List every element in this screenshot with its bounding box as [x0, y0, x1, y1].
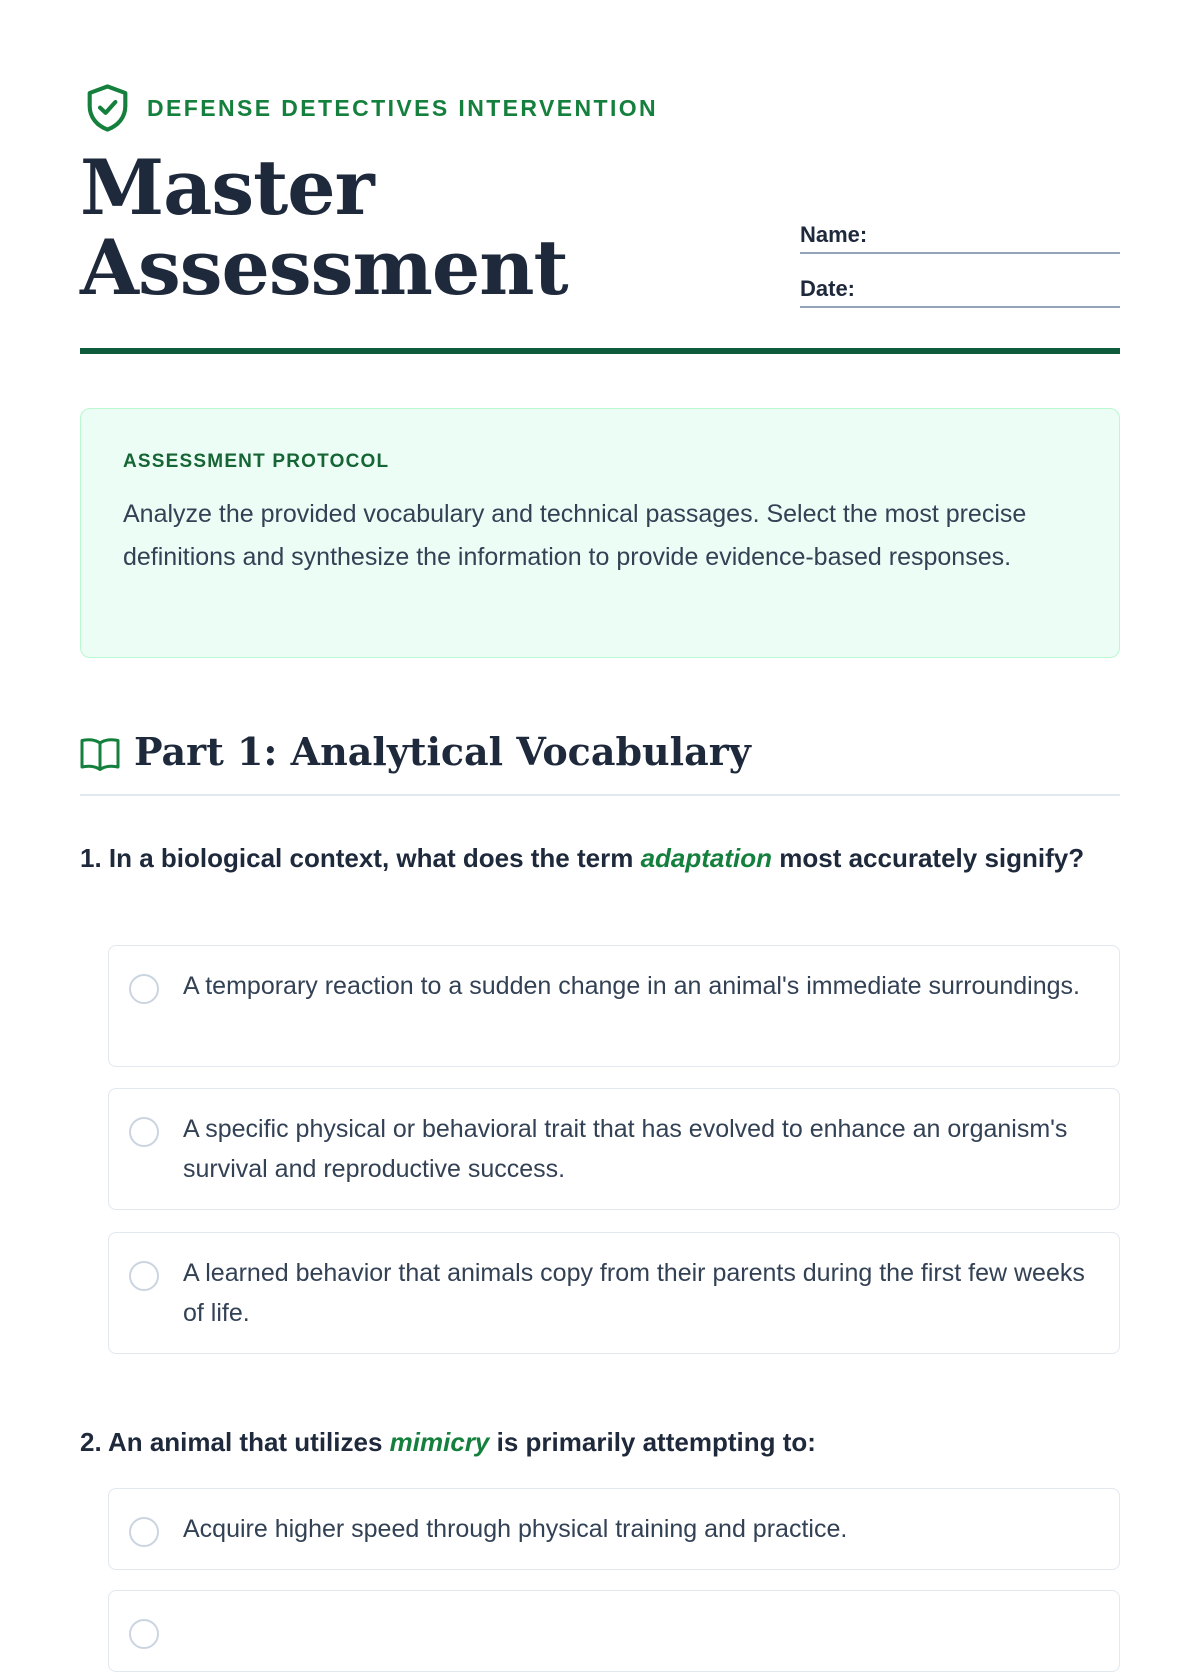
brand-name: DEFENSE DETECTIVES INTERVENTION: [147, 94, 659, 121]
name-field[interactable]: [800, 218, 1120, 254]
question-1-suffix: most accurately signify?: [779, 843, 1085, 873]
question-1: [80, 838, 1120, 878]
shield-check-icon: [85, 83, 130, 133]
radio-button[interactable]: [129, 1261, 159, 1291]
option-text: A learned behavior that animals copy from their parents during the first few weeks of life.: [183, 1259, 1085, 1327]
question-2-prefix: 2. An animal that utilizes: [80, 1427, 383, 1457]
question-1-prefix: 1. In a biological context, what does the term: [80, 843, 634, 873]
option-text: A temporary reaction to a sudden change in an animal's immediate surroundings.: [183, 972, 1080, 1000]
protocol-box: [80, 408, 1120, 658]
radio-button[interactable]: [129, 1117, 159, 1147]
q2-option-a[interactable]: [108, 1488, 1120, 1570]
protocol-label: ASSESSMENT PROTOCOL: [123, 451, 390, 472]
section-header: [80, 730, 1120, 796]
brand-header: [85, 83, 658, 133]
q2-option-b[interactable]: [108, 1590, 1120, 1672]
question-2: [80, 1422, 1120, 1462]
question-1-term: adaptation: [640, 843, 773, 873]
option-text: A specific physical or behavioral trait that has evolved to enhance an organism's survival and reproductive success.: [183, 1115, 1068, 1183]
title-line-1: Master: [80, 143, 374, 232]
section-title: Part 1: Analytical Vocabulary: [134, 729, 751, 774]
date-field[interactable]: [800, 272, 1120, 308]
q1-option-a[interactable]: [108, 945, 1120, 1067]
q1-option-b[interactable]: [108, 1088, 1120, 1210]
radio-button[interactable]: [129, 1517, 159, 1547]
protocol-text: Analyze the provided vocabulary and technical passages. Select the most precise definitions and synthesize the information to provide evidence-based responses.: [123, 500, 1027, 571]
date-label: Date:: [800, 276, 856, 301]
header-divider: [80, 348, 1120, 354]
radio-button[interactable]: [129, 974, 159, 1004]
option-text: Acquire higher speed through physical training and practice.: [183, 1515, 848, 1543]
page-title: [80, 143, 568, 312]
book-open-icon: [80, 736, 120, 772]
name-label: Name:: [800, 222, 868, 247]
question-2-suffix: is primarily attempting to:: [496, 1427, 816, 1457]
title-line-2: Assessment: [80, 223, 568, 312]
question-2-term: mimicry: [389, 1427, 490, 1457]
radio-button[interactable]: [129, 1619, 159, 1649]
q1-option-c[interactable]: [108, 1232, 1120, 1354]
